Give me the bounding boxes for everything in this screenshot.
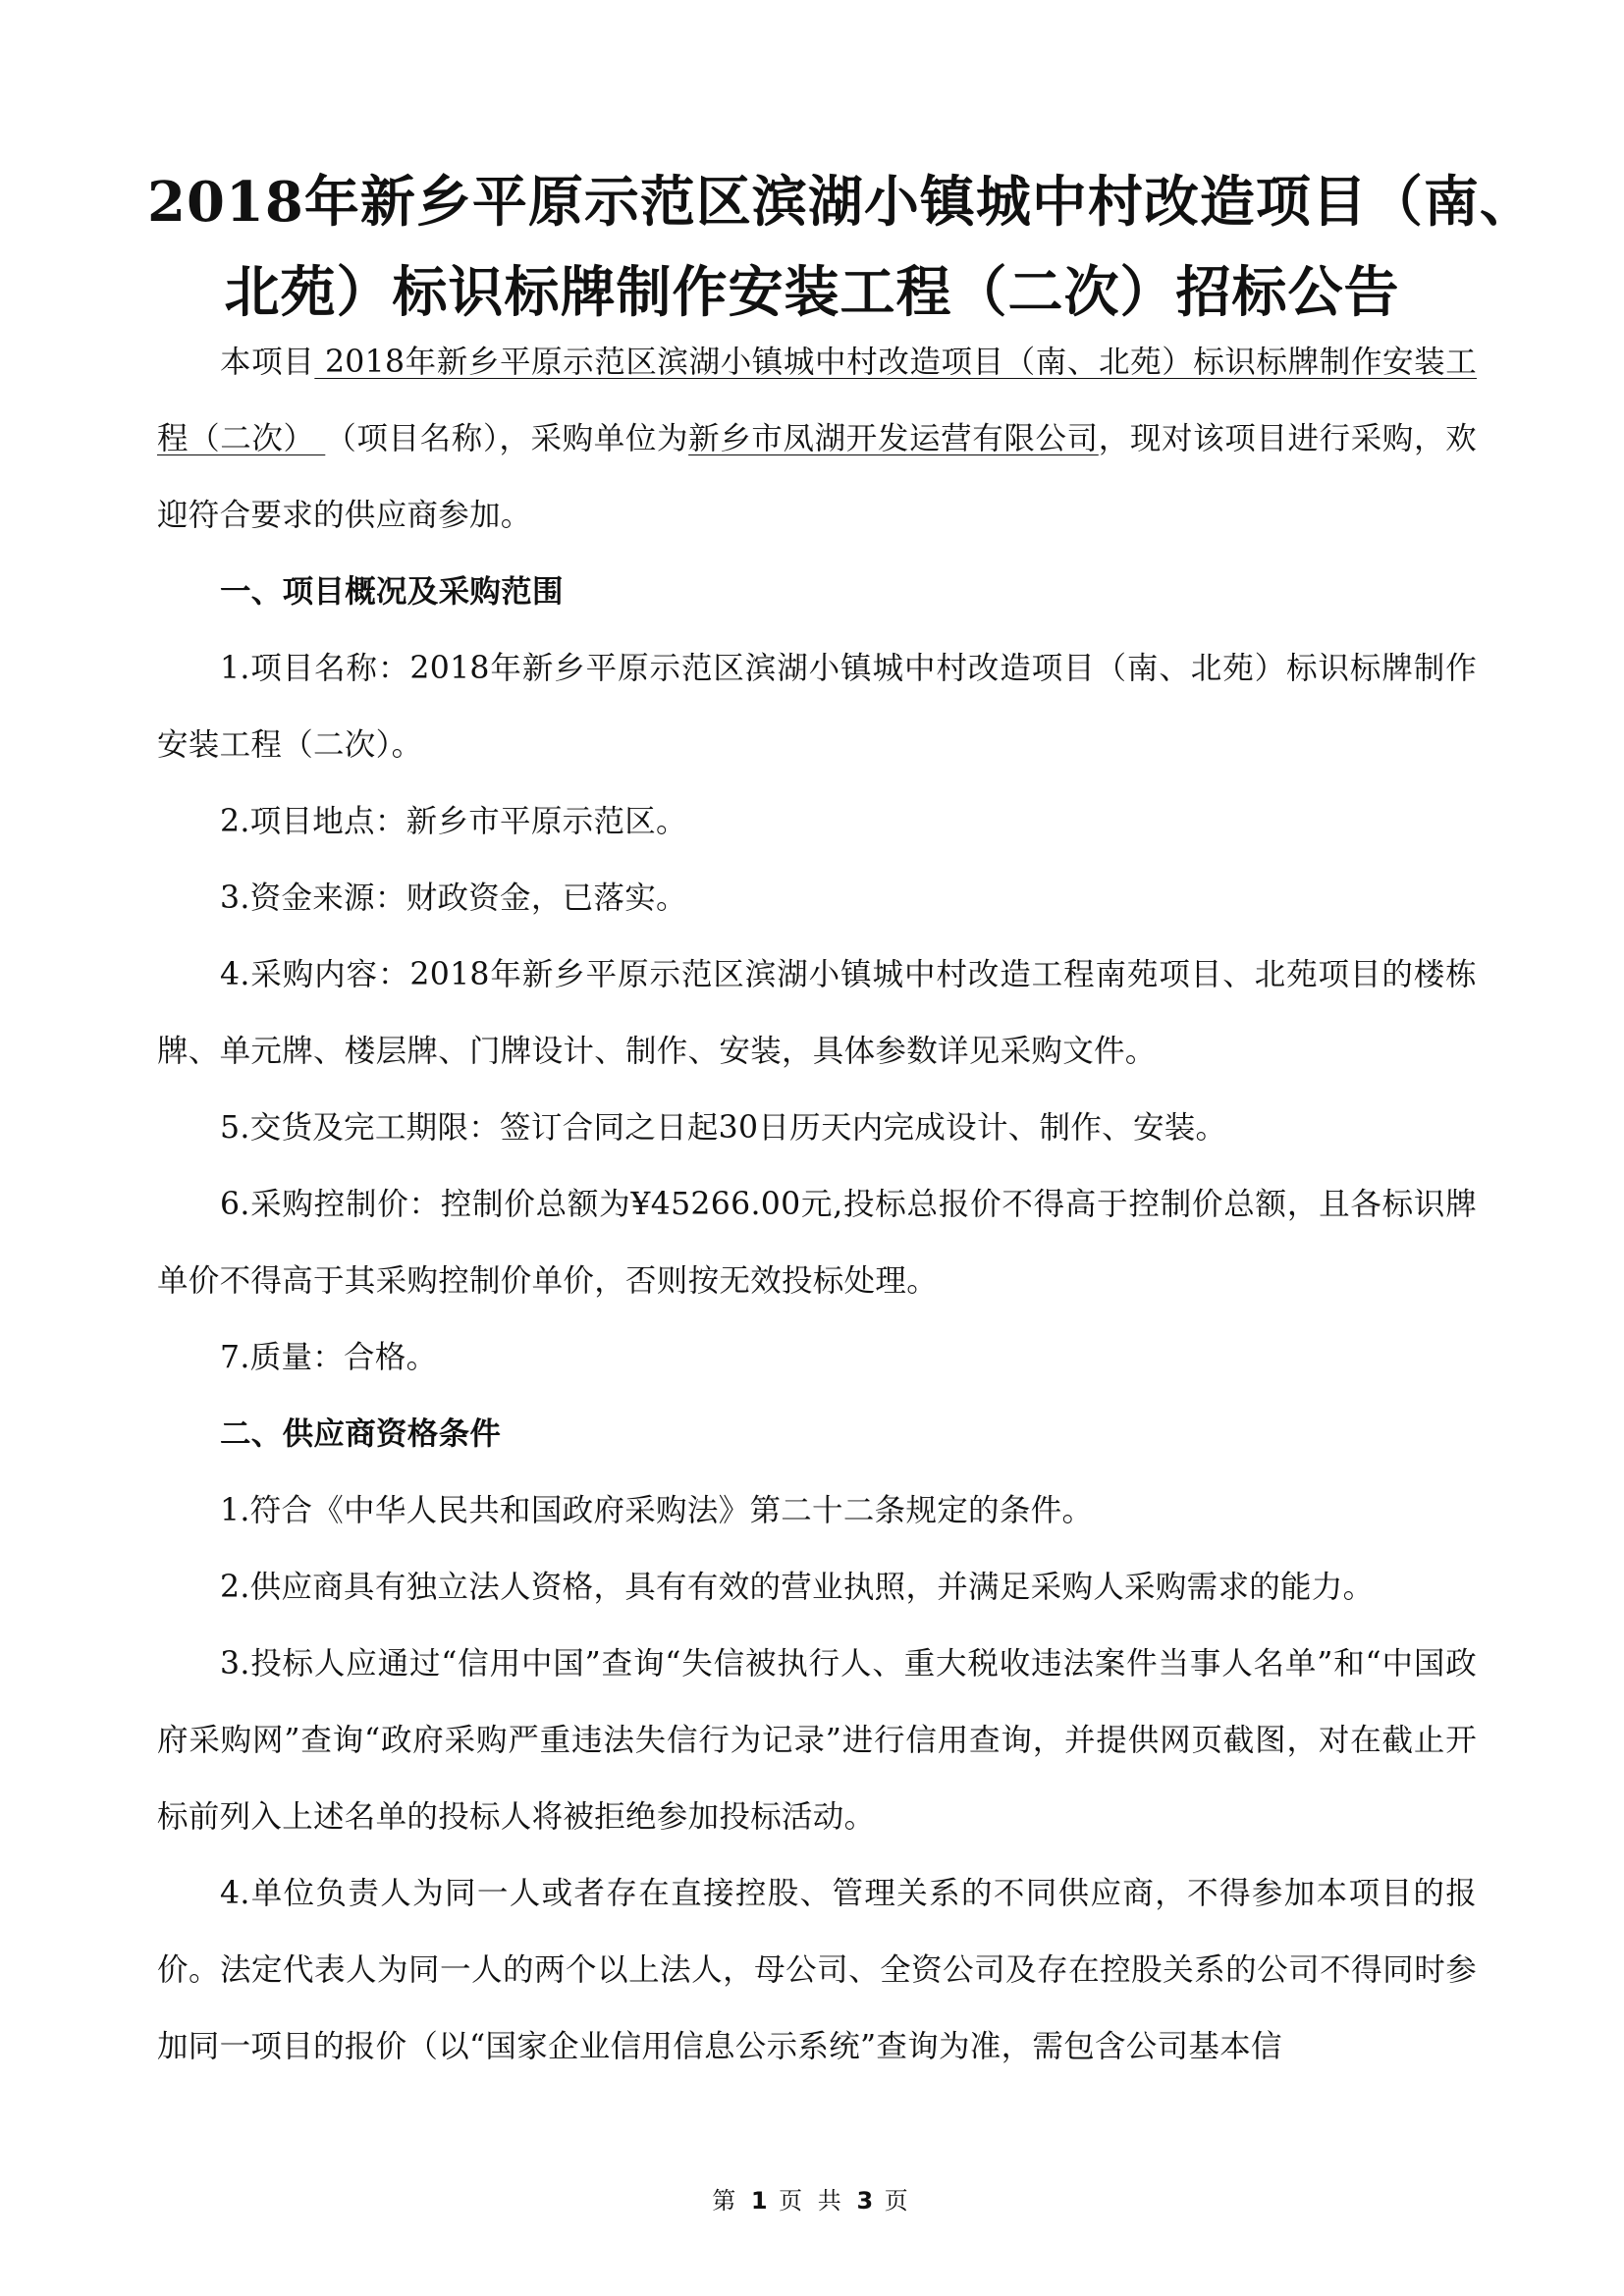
overview-item: 3.资金来源：财政资金，已落实。 [220,881,687,916]
intro-name-note: （项目名称），采购单位为 [325,421,689,456]
qualification-item: 1.符合《中华人民共和国政府采购法》第二十二条规定的条件。 [220,1493,1094,1528]
current-page-number: 1 [750,2187,768,2215]
footer-middle: 页 共 [779,2187,845,2215]
page-footer [0,2181,1624,2216]
qualification-item: 4.单位负责人为同一人或者存在直接控股、管理关系的不同供应商，不得参加本项目的报价。法定代表人为同一人的两个以上法人，母公司、全资公司及存在控股关系的公司不得同时参加同一项目的报价（以“国家企业信用信息公示系统”查询为准，需包含公司基本信 [157,1876,1477,2064]
total-page-count: 3 [856,2187,874,2215]
purchaser-name: 新乡市凤湖开发运营有限公司 [688,421,1099,456]
footer-prefix: 第 [712,2187,740,2215]
qualification-item: 3.投标人应通过“信用中国”查询“失信被执行人、重大税收违法案件当事人名单”和“中国政府采购网”查询“政府采购严重违法失信行为记录”进行信用查询，并提供网页截图，对在截止开标前列入上述名单的投标人将被拒绝参加投标活动。 [157,1646,1477,1835]
footer-suffix: 页 [884,2187,912,2215]
title-line-1: 2018年新乡平原示范区滨湖小镇城中村改造项目（南、 [147,170,1536,235]
overview-item: 4.采购内容：2018年新乡平原示范区滨湖小镇城中村改造工程南苑项目、北苑项目的楼栋牌、单元牌、楼层牌、门牌设计、制作、安装，具体参数详见采购文件。 [157,957,1477,1069]
overview-item: 7.质量：合格。 [220,1340,438,1375]
overview-item: 2.项目地点：新乡市平原示范区。 [220,804,687,839]
intro-prefix: 本项目 [220,345,315,380]
intro-suffix: ，现对该项目进行采购，欢迎符合要求的供应商参加。 [157,421,1477,533]
overview-item: 6.采购控制价：控制价总额为¥45266.00元,投标总报价不得高于控制价总额，且各标识牌单价不得高于其采购控制价单价，否则按无效投标处理。 [157,1187,1477,1299]
title-line-2: 北苑）标识标牌制作安装工程（二次）招标公告 [224,260,1400,325]
qualification-item: 2.供应商具有独立法人资格，具有有效的营业执照，并满足采购人采购需求的能力。 [220,1570,1375,1605]
intro-paragraph [157,324,1477,554]
overview-item: 5.交货及完工期限：签订合同之日起30日历天内完成设计、制作、安装。 [220,1110,1227,1146]
project-name-underlined: 2018年新乡平原示范区滨湖小镇城中村改造项目（南、北苑）标识标牌制作安装工程（二次） [157,345,1477,456]
document-title [147,157,1536,338]
section-heading-overview: 一、项目概况及采购范围 [220,573,564,610]
document-body [157,324,1477,2085]
section-heading-qualifications: 二、供应商资格条件 [220,1415,502,1452]
overview-item: 1.项目名称：2018年新乡平原示范区滨湖小镇城中村改造项目（南、北苑）标识标牌制作安装工程（二次）。 [157,651,1477,763]
